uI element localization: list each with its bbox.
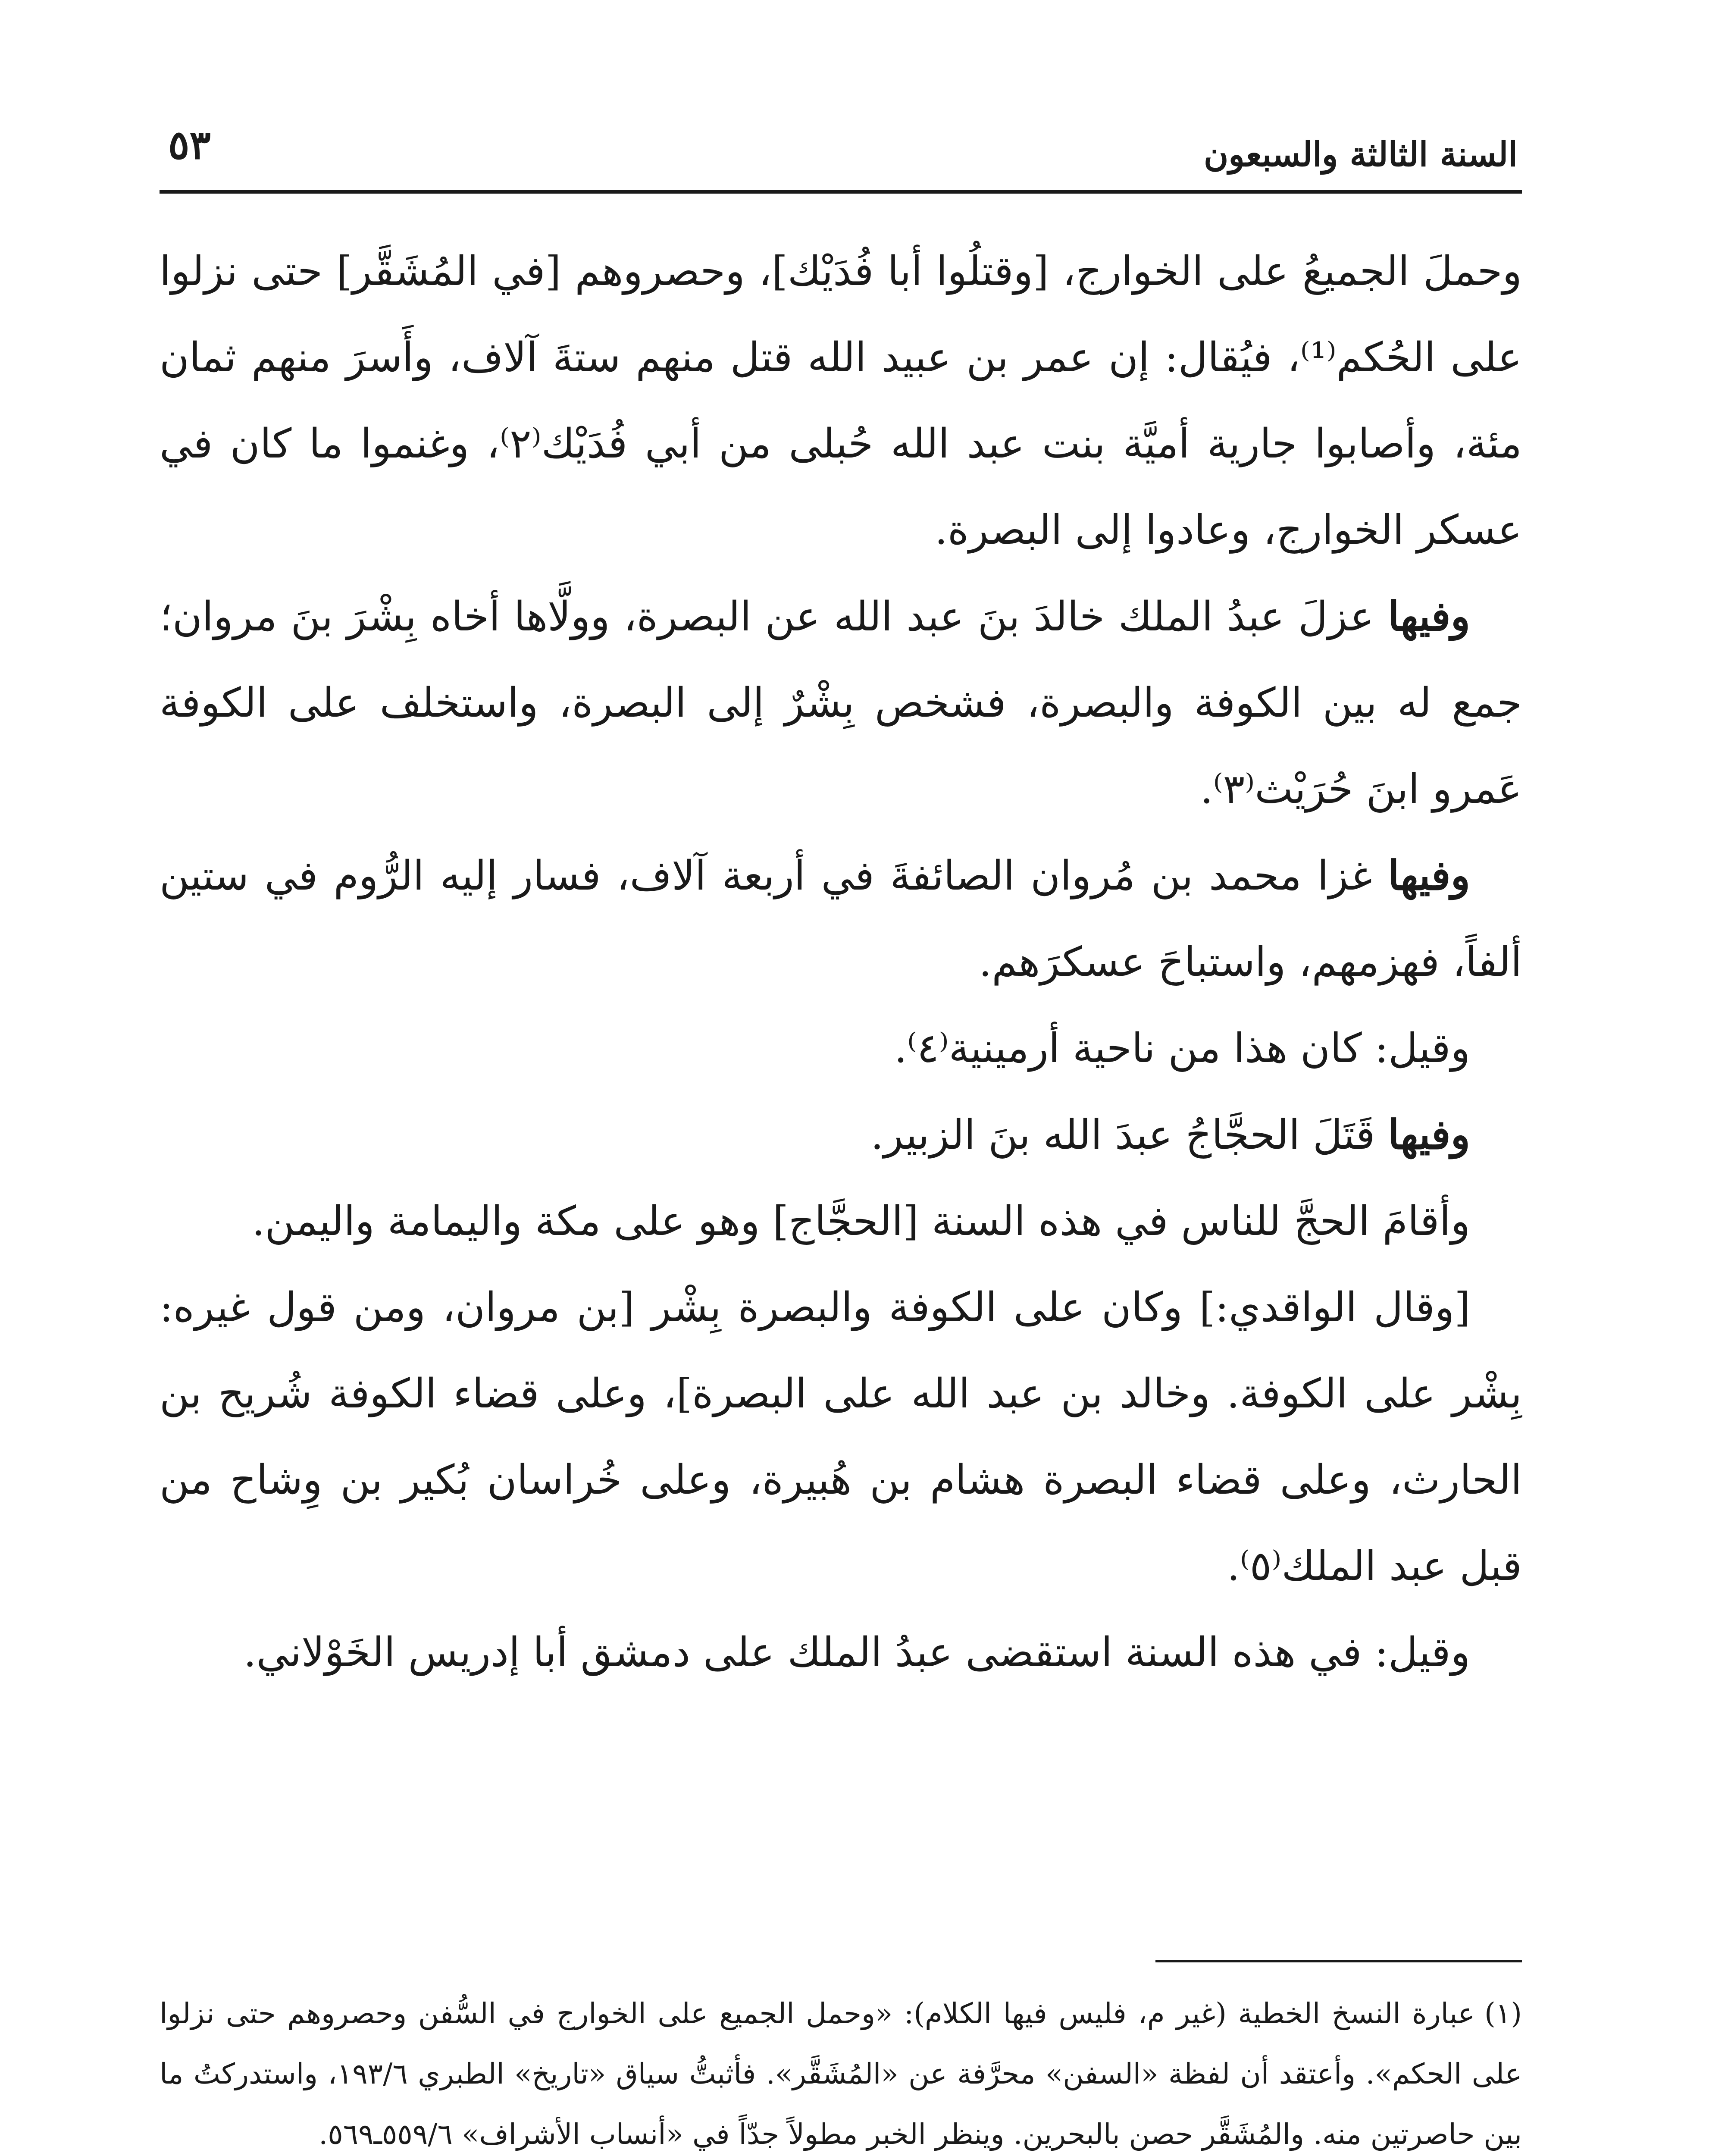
paragraph-text: عزلَ عبدُ الملك خالدَ بنَ عبد الله عن البصرة، وولَّاها أخاه بِشْرَ بنَ مروان؛ جمع له بين الكوفة والبصرة، فشخص بِشْرٌ إلى البصرة، واستخلف على الكوفة عَمرو ابنَ حُرَيْث⁽٣⁾. <box>160 593 1522 813</box>
paragraph-1: وحملَ الجميعُ على الخوارج، [وقتلُوا أبا فُدَيْك]، وحصروهم [في المُشَقَّر] حتى نزلوا على الحُكم⁽¹⁾، فيُقال: إن عمر بن عبيد الله قتل منهم ستةَ آلاف، وأَسرَ منهم ثمان مئة، وأصابوا جارية أميَّة بنت عبد الله حُبلى من أبي فُدَيْك⁽٢⁾، وغنموا ما كان في عسكر الخوارج، وعادوا إلى البصرة. <box>160 248 1522 554</box>
paragraph-keyword: وفيها <box>1388 852 1470 899</box>
book-page <box>160 108 1522 2156</box>
page-number: ٥٣ <box>168 122 211 168</box>
paragraph-8: وقيل: في هذه السنة استقضى عبدُ الملك على دمشق أبا إدريس الخَوْلاني. <box>243 1629 1470 1676</box>
paragraph-5 <box>160 1092 1522 1178</box>
running-head <box>160 108 1522 172</box>
paragraph-text: غزا محمد بن مُروان الصائفةَ في أربعة آلاف، فسار إليه الرُّوم في ستين ألفاً، فهزمهم، واستباحَ عسكرَهم. <box>160 852 1522 986</box>
footnote-rule <box>1155 1960 1522 1962</box>
header-rule <box>160 190 1522 194</box>
footnote-1 <box>160 1984 1522 2156</box>
paragraph-text: قَتَلَ الحجَّاجُ عبدَ الله بنَ الزبير. <box>870 1112 1388 1159</box>
paragraph-4: وقيل: كان هذا من ناحية أرمينية⁽٤⁾. <box>894 1025 1470 1072</box>
footnotes <box>160 1984 1522 2156</box>
paragraph-6: وأقامَ الحجَّ للناس في هذه السنة [الحجَّاج] وهو على مكة واليمامة واليمن. <box>252 1198 1470 1245</box>
paragraph-3 <box>160 833 1522 1006</box>
paragraph-7: [وقال الواقدي:] وكان على الكوفة والبصرة بِشْر [بن مروان، ومن قول غيره: بِشْر على الكوفة. وخالد بن عبد الله على البصرة]، وعلى قضاء الكوفة شُريح بن الحارث، وعلى قضاء البصرة هشام بن هُبيرة، وعلى خُراسان بُكير بن وِشاح من قبل عبد الملك⁽٥⁾. <box>160 1284 1522 1590</box>
running-title: السنة الثالثة والسبعون <box>1204 135 1518 174</box>
main-text <box>160 229 1522 1696</box>
paragraph-keyword: وفيها <box>1388 593 1470 640</box>
paragraph-keyword: وفيها <box>1388 1111 1470 1159</box>
paragraph-2 <box>160 573 1522 833</box>
footnote-text: عبارة النسخ الخطية (غير م، فليس فيها الكلام): «وحمل الجميع على الخوارج في السُّفن وحصروهم حتى نزلوا على الحكم». وأعتقد أن لفظة «السفن» محرَّفة عن «المُشَقَّر». فأثبتُّ سياق «تاريخ» الطبري ١٩٣/٦، واستدركتُ ما بين حاصرتين منه. والمُشَقَّر حصن بالبحرين. وينظر الخبر مطولاً جدّاً في «أنساب الأشراف» ٥٥٩/٦ـ٥٦٩. <box>160 1997 1522 2151</box>
footnote-number: (١) <box>1484 1997 1522 2030</box>
